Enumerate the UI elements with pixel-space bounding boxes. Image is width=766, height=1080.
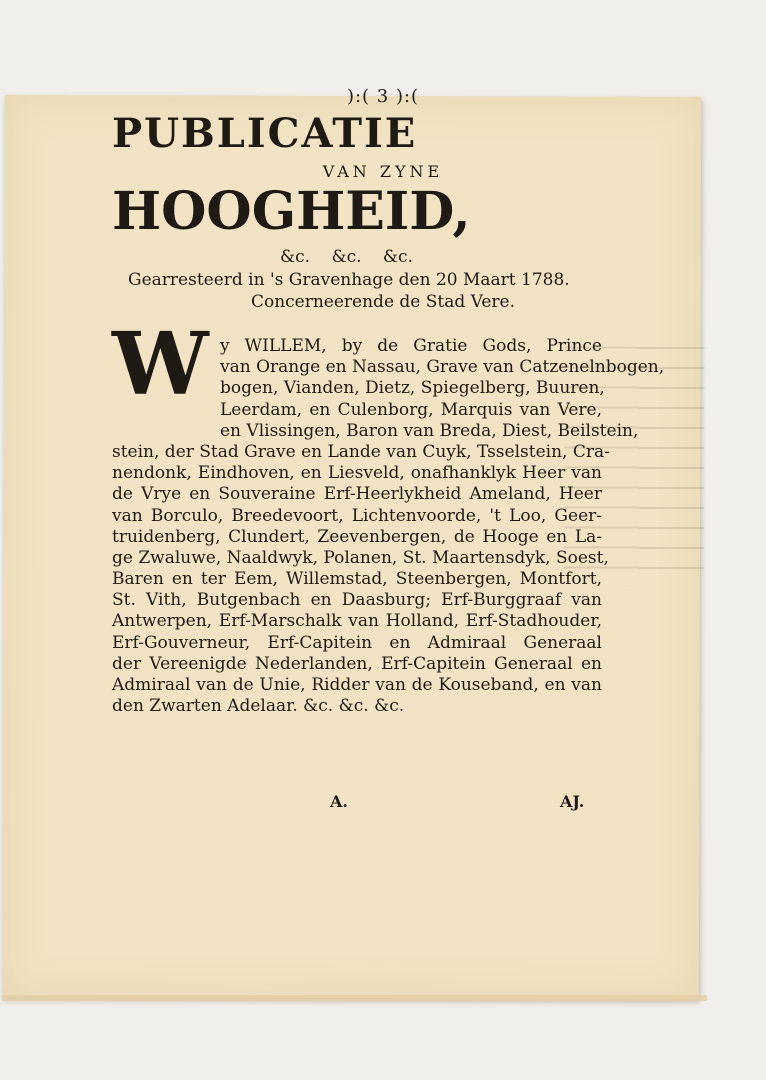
body-line: Erf-Gouverneur, Erf-Capitein en Admiraal Generaal <box>112 632 602 653</box>
document-subtitle: VAN ZYNE <box>322 162 444 181</box>
body-line: der Vereenigde Nederlanden, Erf-Capitein Generaal en <box>112 653 602 674</box>
dateline: Gearresteerd in 's Gravenhage den 20 Maart 1788. <box>128 270 570 290</box>
etc-line: &c. &c. &c. <box>280 247 413 267</box>
body-line: bogen, Vianden, Dietz, Spiegelberg, Buuren, <box>220 378 605 399</box>
document-title: PUBLICATIE <box>112 110 418 157</box>
document-heading-name: HOOGHEID, <box>112 181 471 242</box>
body-line: van Orange en Nassau, Grave van Catzenelnbogen, <box>220 357 665 378</box>
body-line: van Borculo, Breedevoort, Lichtenvoorde, 't Loo, Geer- <box>112 505 602 526</box>
signature-mark-left: A. <box>330 792 348 811</box>
body-line: Antwerpen, Erf-Marschalk van Holland, Erf-Stadhouder, <box>112 611 602 632</box>
body-line: Admiraal van de Unie, Ridder van de Kouseband, en van <box>112 675 602 695</box>
body-line: stein, der Stad Grave en Lande van Cuyk, Tsselstein, Cra- <box>112 441 610 462</box>
body-line: truidenberg, Clundert, Zeevenbergen, de Hooge en La- <box>112 526 602 547</box>
signature-mark-right: AJ. <box>560 792 585 811</box>
body-line: den Zwarten Adelaar. &c. &c. &c. <box>112 696 405 717</box>
body-line: de Vrye en Souveraine Erf-Heerlykheid Ameland, Heer <box>112 484 602 505</box>
body-line: y WILLEM, by de Gratie Gods, Prince <box>220 336 602 356</box>
body-line: ge Zwaluwe, Naaldwyk, Polanen, St. Maartensdyk, Soest, <box>112 547 609 568</box>
drop-cap: W <box>112 314 201 415</box>
body-line: nendonk, Eindhoven, en Liesveld, onafhanklyk Heer van <box>112 463 602 484</box>
body-line: Baren en ter Eem, Willemstad, Steenbergen, Montfort, <box>112 569 602 590</box>
page-bottom-edge <box>2 995 707 1001</box>
body-line: St. Vith, Butgenbach en Daasburg; Erf-Burggraaf van <box>112 590 602 611</box>
concerning-line: Concerneerende de Stad Vere. <box>250 292 516 312</box>
proclamation-body <box>112 336 665 717</box>
body-line: Leerdam, en Culenborg, Marquis van Vere, <box>220 399 602 420</box>
body-line: en Vlissingen, Baron van Breda, Diest, Beilstein, <box>220 420 639 441</box>
page-number: ):( 3 ):( <box>346 86 420 107</box>
